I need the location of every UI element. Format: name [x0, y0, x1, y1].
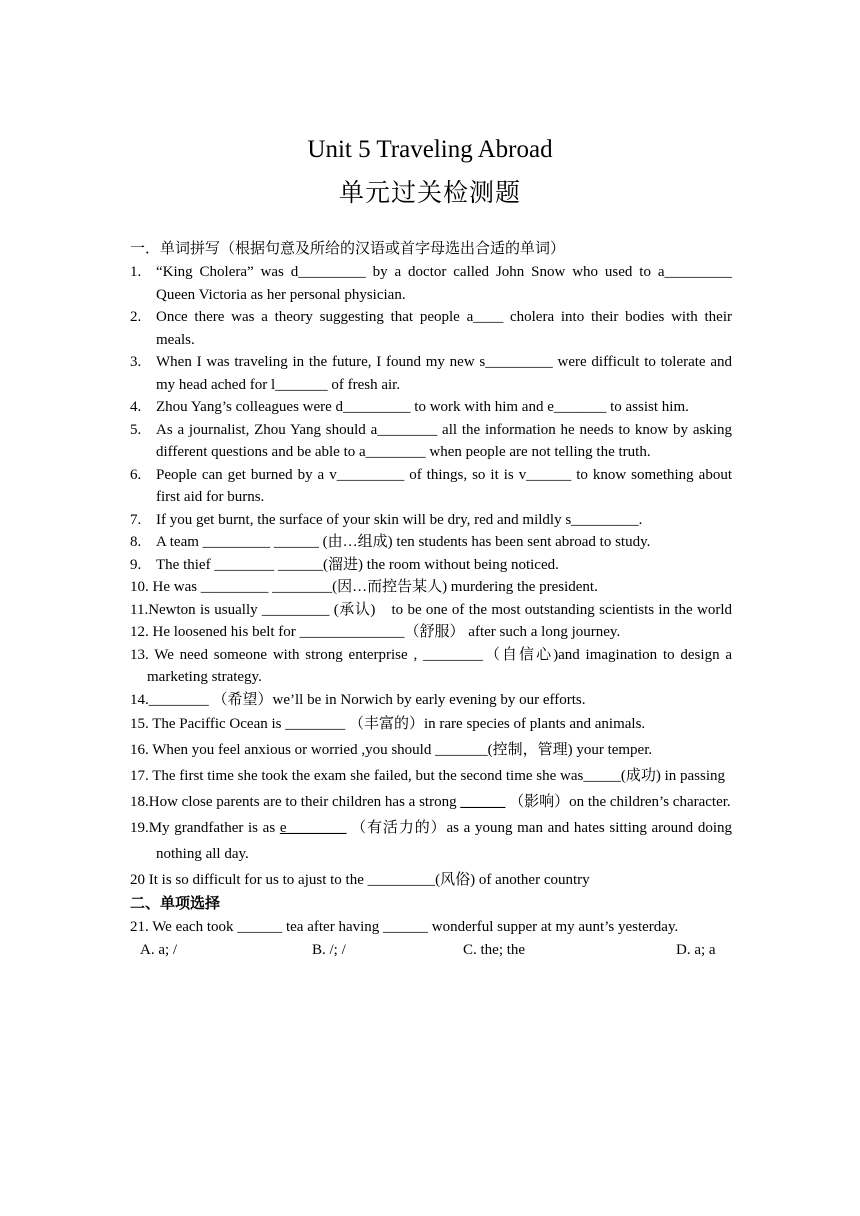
question-10: 10. He was _________ ________(因…而控告某人) murdering the president. [130, 579, 598, 595]
question-17: 17. The first time she took the exam she failed, but the second time she was_____(成功) in passing [130, 768, 726, 784]
question-18-text-end: （影响）on the children’s character. [505, 794, 731, 810]
question-number: 3. [130, 354, 142, 370]
question-18 [130, 789, 732, 815]
question-13: 13. We need someone with strong enterprise , ________（自信心)and imagination to design a marketing strategy. [130, 646, 732, 685]
worksheet-content [130, 238, 732, 962]
question-number: 4. [130, 399, 142, 415]
question-text: As a journalist, Zhou Yang should a________ all the information he needs to know by asking different questions and be able to a________ when people are not telling the truth. [156, 421, 732, 460]
question-text: A team _________ ______ (由…组成) ten students has been sent abroad to study. [156, 534, 651, 550]
page-title: Unit 5 Traveling Abroad [307, 136, 553, 163]
question-number: 2. [130, 309, 142, 325]
section1-heading: 一．单词拼写（根据句意及所给的汉语或首字母选出合适的单词） [130, 241, 566, 257]
question-text: The thief ________ ______(溜进) the room without being noticed. [156, 556, 559, 573]
question-4 [130, 396, 732, 419]
question-1 [130, 261, 732, 306]
question-3 [130, 351, 732, 396]
question-19 [130, 815, 732, 867]
question-9 [130, 554, 732, 577]
question-2 [130, 306, 732, 351]
question-text: When I was traveling in the future, I found my new s_________ were difficult to tolerate and my head ached for l_______ of fresh air. [156, 354, 732, 393]
page-subtitle: 单元过关检测题 [338, 180, 521, 207]
option-a: A. a; / [140, 941, 178, 958]
question-5 [130, 419, 732, 464]
question-number: 5. [130, 421, 142, 438]
section2-heading: 二、单项选择 [130, 896, 221, 912]
question-21: 21. We each took ______ tea after having ______ wonderful supper at my aunt’s yesterday. [130, 919, 679, 935]
question-20: 20 It is so difficult for us to ajust to the _________(风俗) of another country [130, 872, 590, 888]
question-19-text-end: （有活力的）as a young man and hates sitting around doing nothing all day. [156, 820, 732, 862]
question-text: If you get burnt, the surface of your skin will be dry, red and mildly s_________. [156, 511, 643, 528]
option-c: C. the; the [463, 941, 526, 958]
question-19-text: 19.My grandfather is as [130, 820, 280, 836]
question-8 [130, 531, 732, 554]
question-text: Zhou Yang’s colleagues were d_________ to work with him and e_______ to assist him. [156, 399, 689, 415]
question-number: 8. [130, 534, 142, 550]
option-b: B. /; / [312, 941, 346, 958]
question-text: “King Cholera” was d_________ by a doctor called John Snow who used to a_________ Queen Victoria as her personal physician. [156, 264, 732, 303]
question-6 [130, 464, 732, 509]
question-18-blank: ______ [460, 794, 506, 810]
question-text: People can get burned by a v_________ of things, so it is v______ to know something about first aid for burns. [156, 466, 732, 505]
question-11-12: 11.Newton is usually _________ (承认) to be one of the most outstanding scientists in the world 12. He loosened his belt for ______________（舒服） after such a long journey. [130, 601, 732, 640]
question-19-blank: e________ [279, 820, 347, 836]
question-15: 15. The Paciffic Ocean is ________ （丰富的）in rare species of plants and animals. [130, 716, 646, 732]
question-number: 7. [130, 511, 142, 528]
question-21-options [130, 939, 732, 962]
question-text: Once there was a theory suggesting that people a____ cholera into their bodies with their meals. [156, 309, 732, 348]
question-16: 16. When you feel anxious or worried ,you should _______(控制，管理) your temper. [130, 742, 653, 758]
option-d: D. a; a [676, 941, 716, 958]
question-number: 6. [130, 466, 142, 483]
question-number: 9. [130, 556, 142, 573]
question-18-text: 18.How close parents are to their children has a strong [130, 794, 461, 810]
question-14: 14.________ （希望）we’ll be in Norwich by early evening by our efforts. [130, 691, 586, 708]
question-7 [130, 509, 732, 532]
question-number: 1. [130, 264, 142, 280]
